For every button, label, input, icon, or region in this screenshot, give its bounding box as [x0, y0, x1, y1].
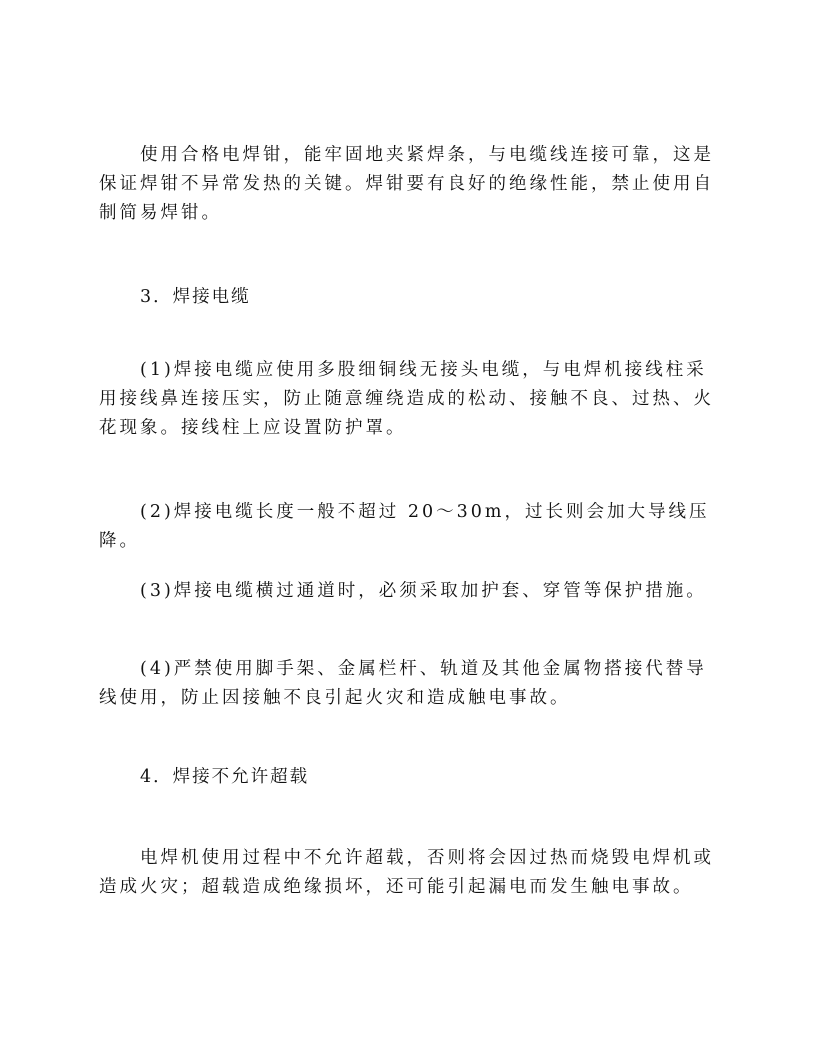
paragraph-cable-item-1: (1)焊接电缆应使用多股细铜线无接头电缆，与电焊机接线柱采用接线鼻连接压实，防止随意缠绕造成的松动、接触不良、过热、火花现象。接线柱上应设置防护罩。 — [99, 360, 714, 438]
paragraph-welding-tongs: 使用合格电焊钳，能牢固地夹紧焊条，与电缆线连接可靠，这是保证焊钳不异常发热的关键。焊钳要有良好的绝缘性能，禁止使用自制简易焊钳。 — [99, 145, 714, 223]
paragraph-overload: 电焊机使用过程中不允许超载，否则将会因过热而烧毁电焊机或造成火灾；超载造成绝缘损坏，还可能引起漏电而发生触电事故。 — [99, 848, 714, 897]
paragraph-cable-item-4: (4)严禁使用脚手架、金属栏杆、轨道及其他金属物搭接代替导线使用，防止因接触不良引起火灾和造成触电事故。 — [99, 659, 707, 708]
paragraph-cable-item-3: (3)焊接电缆横过通道时，必须采取加护套、穿管等保护措施。 — [140, 581, 707, 601]
paragraph-cable-item-2: (2)焊接电缆长度一般不超过 20～30m，过长则会加大导线压降。 — [99, 502, 710, 551]
section-heading-welding-cable: 3．焊接电缆 — [140, 287, 251, 307]
section-heading-no-overload: 4．焊接不允许超载 — [140, 767, 310, 787]
